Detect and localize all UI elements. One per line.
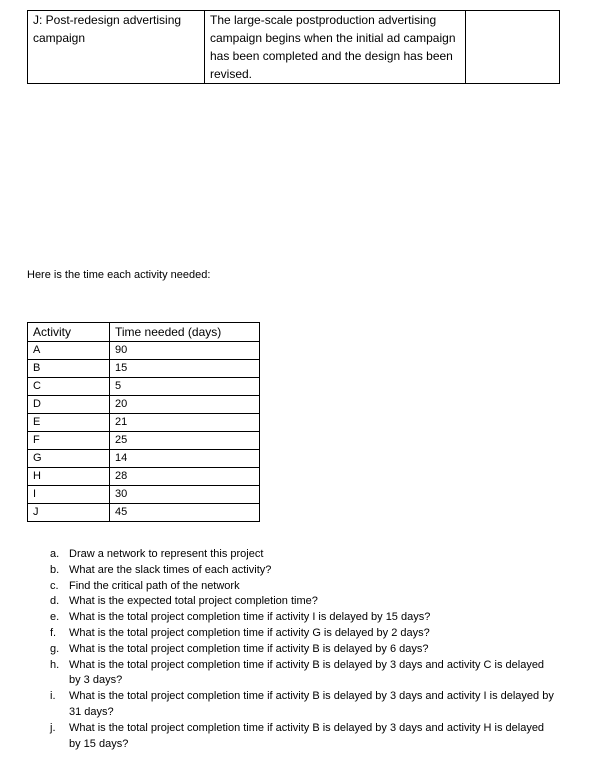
activity-cell: F — [28, 432, 110, 450]
list-marker: e. — [50, 611, 60, 624]
list-item — [50, 579, 555, 595]
table-row — [28, 468, 260, 486]
activity-cell: G — [28, 450, 110, 468]
activity-description-table — [27, 10, 560, 84]
question-list — [50, 547, 555, 752]
list-item — [50, 563, 555, 579]
list-marker: a. — [50, 548, 60, 560]
time-cell: 30 — [110, 486, 260, 504]
activity-cell: C — [28, 378, 110, 396]
list-item — [50, 547, 555, 563]
activity-cell: D — [28, 396, 110, 414]
activity-cell: E — [28, 414, 110, 432]
list-item — [50, 610, 555, 626]
question-text: What is the total project completion time if activity I is delayed by 15 days? — [69, 611, 431, 624]
time-cell: 15 — [110, 360, 260, 378]
question-text: What is the total project completion time if activity B is delayed by 3 days and activity I is delayed by 31 days? — [69, 690, 554, 718]
time-cell: 25 — [110, 432, 260, 450]
table-header-row — [28, 323, 260, 342]
list-marker: g. — [50, 642, 60, 655]
list-marker: b. — [50, 563, 60, 576]
activity-time-table — [27, 322, 260, 522]
table-row — [28, 11, 560, 84]
activity-cell: J — [28, 504, 110, 522]
header-activity: Activity — [28, 323, 110, 342]
table-row — [28, 396, 260, 414]
question-text: What is the total project completion time if activity B is delayed by 3 days and activity C is delayed by 3 days? — [69, 658, 545, 687]
header-time-needed: Time needed (days) — [110, 323, 260, 342]
list-item — [50, 658, 555, 690]
question-text: Draw a network to represent this project — [69, 548, 264, 560]
list-marker: i. — [50, 690, 56, 703]
intro-text: Here is the time each activity needed: — [27, 269, 211, 281]
list-item — [50, 626, 555, 642]
list-item — [50, 689, 555, 721]
table-row — [28, 432, 260, 450]
table-row — [28, 378, 260, 396]
table-row — [28, 504, 260, 522]
table-row — [28, 342, 260, 360]
table-row — [28, 360, 260, 378]
time-cell: 14 — [110, 450, 260, 468]
list-item — [50, 594, 555, 610]
list-item — [50, 642, 555, 658]
activity-cell: A — [28, 342, 110, 360]
question-text: What is the total project completion time if activity G is delayed by 2 days? — [69, 626, 430, 639]
question-text: What is the total project completion time if activity B is delayed by 3 days and activity H is delayed by 15 days? — [69, 721, 545, 750]
table-row — [28, 486, 260, 504]
time-cell: 21 — [110, 414, 260, 432]
activity-cell: I — [28, 486, 110, 504]
question-text: What are the slack times of each activity? — [69, 563, 272, 576]
activity-cell: B — [28, 360, 110, 378]
question-text: What is the expected total project completion time? — [69, 595, 318, 608]
time-cell: 90 — [110, 342, 260, 360]
question-text: Find the critical path of the network — [69, 579, 240, 592]
list-marker: c. — [50, 579, 59, 592]
table-row — [28, 414, 260, 432]
list-item — [50, 721, 555, 753]
list-marker: d. — [50, 595, 60, 608]
time-cell: 5 — [110, 378, 260, 396]
empty-cell — [466, 11, 560, 84]
activity-name-cell: J: Post-redesign advertising campaign — [28, 11, 205, 84]
activity-description-cell: The large-scale postproduction advertising campaign begins when the initial ad campaign has been completed and the design has been revised. — [205, 11, 466, 84]
activity-cell: H — [28, 468, 110, 486]
list-marker: h. — [50, 658, 60, 671]
question-text: What is the total project completion time if activity B is delayed by 6 days? — [69, 642, 429, 655]
table-row — [28, 450, 260, 468]
time-cell: 45 — [110, 504, 260, 522]
list-marker: j. — [50, 721, 56, 734]
list-marker: f. — [50, 626, 57, 639]
time-cell: 28 — [110, 468, 260, 486]
time-cell: 20 — [110, 396, 260, 414]
